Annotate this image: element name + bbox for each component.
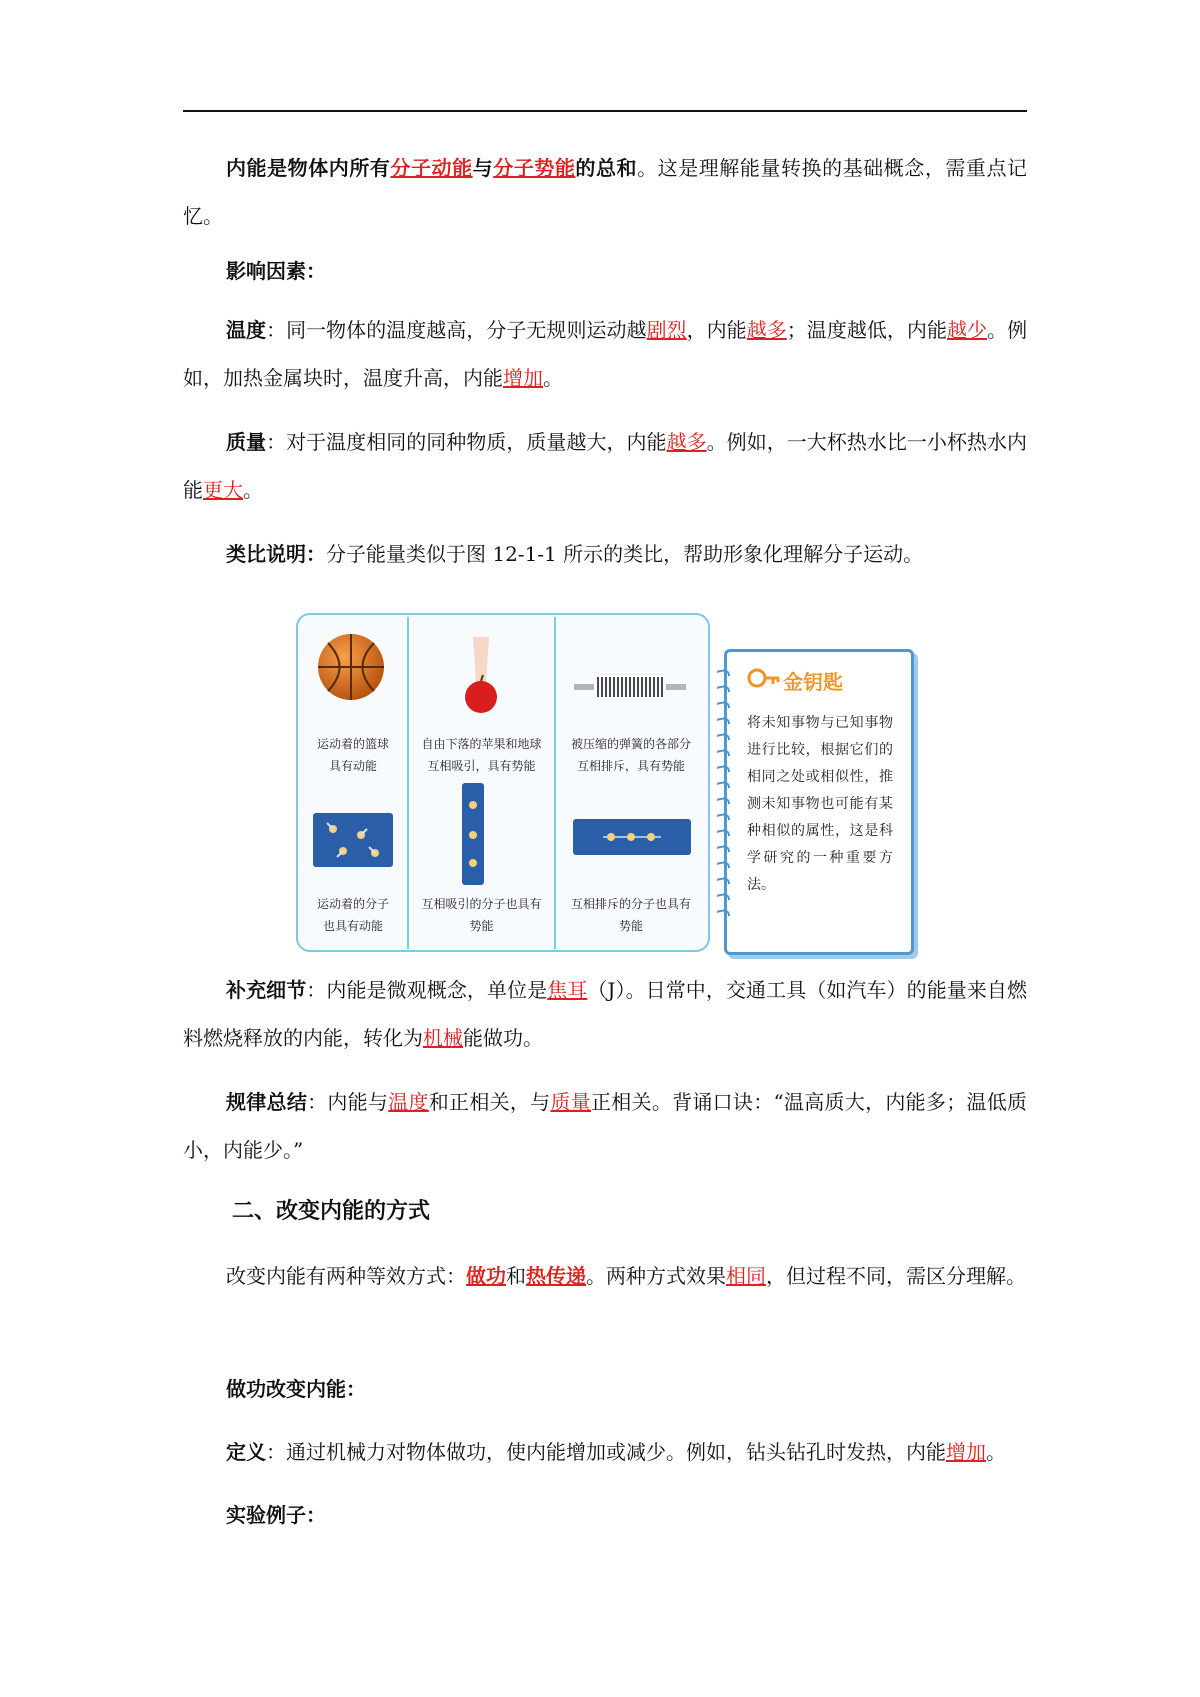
- caption-line: 也具有动能: [322, 919, 383, 933]
- caption-line: 势能: [618, 919, 643, 933]
- caption-col1-top: [300, 733, 406, 777]
- keyword: 机械: [423, 1026, 463, 1050]
- summary-label: 规律总结: [226, 1090, 308, 1114]
- molecule-dots-icon: [313, 813, 393, 867]
- paragraph-text: ：内能是微观概念，单位是: [306, 978, 548, 1002]
- caption-col2-top: [409, 733, 554, 777]
- basketball-icon: [316, 631, 386, 705]
- key-title: 金钥匙: [783, 670, 843, 694]
- paragraph-text: 能做功。: [463, 1026, 543, 1050]
- molecules-repel-box: [573, 819, 691, 855]
- paragraph-text: ，但过程不同，需区分理解。: [766, 1264, 1026, 1288]
- paragraph-text: 改变内能有两种等效方式：: [226, 1264, 466, 1288]
- caption-line: 运动着的分子: [316, 897, 389, 911]
- caption-line: 自由下落的苹果和地球: [421, 737, 542, 751]
- caption-line: 互相吸引，具有势能: [427, 759, 536, 773]
- key-text: 将未知事物与已知事物进行比较，根据它们的相同之处或相似性，推测未知事物也可能有某种相似的属性，这是科学研究的一种重要方法。: [747, 715, 893, 893]
- definition-paragraph: [183, 1428, 1027, 1476]
- keyword: 越少: [946, 318, 988, 342]
- compressed-spring-icon: [574, 675, 686, 699]
- keyword: 温度: [388, 1090, 429, 1114]
- caption-col2-bottom: [409, 893, 554, 937]
- keyword-molecular-potential: 分子势能: [493, 156, 576, 180]
- caption-col1-bottom: [300, 893, 406, 937]
- mass-paragraph: [183, 418, 1027, 514]
- analogy-label: 类比说明：: [226, 542, 326, 566]
- intro-text: 内能是物体内所有: [226, 156, 391, 180]
- golden-key-card: [724, 649, 914, 955]
- supplement-label: 补充细节: [226, 978, 307, 1002]
- keyword: 更大: [203, 478, 243, 502]
- work-heading: 做功改变内能：: [226, 1377, 366, 1401]
- keyword: 做功: [466, 1264, 506, 1288]
- paragraph-text: ：内能与: [307, 1090, 389, 1114]
- paragraph-text: 正相关。背诵口诀：“温高质大，内能多；温低质小，内能少。”: [183, 1090, 1028, 1162]
- caption-col3-top: [556, 733, 706, 777]
- falling-apple-icon: [456, 635, 506, 715]
- molecule-dots-icon: [573, 819, 691, 855]
- analogy-paragraph: [183, 530, 1027, 578]
- caption-line: 互相排斥的分子也具有: [570, 897, 691, 911]
- keyword: 增加: [503, 366, 543, 390]
- temperature-paragraph: [183, 306, 1027, 402]
- caption-line: 被压缩的弹簧的各部分: [570, 737, 691, 751]
- header-rule: [183, 110, 1027, 112]
- keyword: 越多: [666, 430, 707, 454]
- section2-intro-paragraph: [183, 1252, 1027, 1300]
- section-title: 二、改变内能的方式: [232, 1198, 431, 1224]
- paragraph-text: ：同一物体的温度越高，分子无规则运动越: [266, 318, 647, 342]
- spiral-binding-icon: [715, 666, 733, 926]
- paragraph-text: 。两种方式效果: [586, 1264, 726, 1288]
- paragraph-text: ；温度越低，内能: [786, 318, 947, 342]
- paragraph-text: 。: [543, 366, 563, 390]
- intro-text: 与: [472, 156, 494, 180]
- mass-label: 质量: [226, 430, 267, 454]
- factors-heading: 影响因素：: [226, 259, 326, 283]
- intro-text: 的总和: [575, 156, 638, 180]
- keyword: 增加: [946, 1440, 986, 1464]
- intro-paragraph: [183, 144, 1027, 240]
- paragraph-text: 。例如，加热金属块时，温度升高，内能: [183, 318, 1028, 390]
- caption-line: 运动着的篮球: [316, 737, 389, 751]
- temperature-label: 温度: [226, 318, 267, 342]
- experiment-heading: 实验例子：: [226, 1503, 326, 1527]
- keyword-molecular-kinetic: 分子动能: [390, 156, 473, 180]
- keyword: 剧烈: [646, 318, 687, 342]
- paragraph-text: 和正相关，与: [428, 1090, 551, 1114]
- molecules-attract-box: [462, 783, 484, 885]
- keyword: 质量: [550, 1090, 591, 1114]
- paragraph-text: 。: [243, 478, 263, 502]
- intro-text: 。这是理解能量转换的基础概念，需重点记忆。: [183, 156, 1028, 228]
- paragraph-text: 。例如，一大杯热水比一小杯热水内能: [183, 430, 1028, 502]
- paragraph-text: ：对于温度相同的同种物质，质量越大，内能: [266, 430, 667, 454]
- caption-line: 互相排斥，具有势能: [576, 759, 685, 773]
- keyword: 越多: [746, 318, 787, 342]
- figure-analogy: [296, 613, 916, 953]
- paragraph-text: ，内能: [686, 318, 747, 342]
- paragraph-text: 。: [986, 1440, 1006, 1464]
- molecules-moving-box: [313, 813, 393, 867]
- keyword: 热传递: [526, 1264, 586, 1288]
- keyword: 焦耳: [547, 978, 588, 1002]
- caption-line: 势能: [469, 919, 494, 933]
- key-icon: [747, 666, 781, 694]
- keyword: 相同: [726, 1264, 766, 1288]
- caption-line: 具有动能: [328, 759, 377, 773]
- caption-col3-bottom: [556, 893, 706, 937]
- caption-line: 互相吸引的分子也具有: [421, 897, 542, 911]
- molecule-dots-icon: [462, 783, 484, 885]
- definition-label: 定义: [226, 1440, 266, 1464]
- summary-paragraph: [183, 1078, 1027, 1174]
- supplement-paragraph: [183, 966, 1027, 1062]
- figure-board: [296, 613, 710, 952]
- paragraph-text: （J）。日常中，交通工具（如汽车）的能量来自燃料燃烧释放的内能，转化为: [183, 978, 1027, 1050]
- paragraph-text: 分子能量类似于图 12-1-1 所示的类比，帮助形象化理解分子运动。: [326, 542, 924, 566]
- paragraph-text: ：通过机械力对物体做功，使内能增加或减少。例如，钻头钻孔时发热，内能: [266, 1440, 946, 1464]
- paragraph-text: 和: [506, 1264, 526, 1288]
